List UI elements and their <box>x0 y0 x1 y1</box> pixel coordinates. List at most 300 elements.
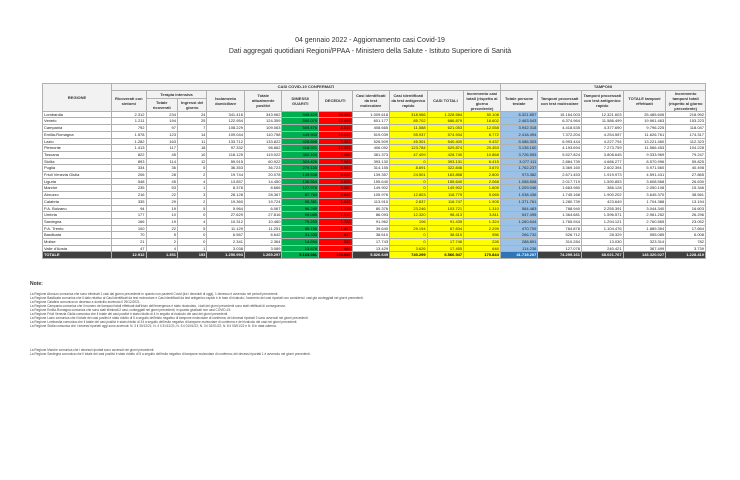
value-cell: 11.626.761 <box>623 131 666 138</box>
note-footer-line: La Regione Marche comunica che i decessi riportati sono avvenuti nei giorni precedenti. <box>30 348 155 352</box>
col-casi-totali: CASI TOTALI <box>427 90 464 111</box>
value-cell: 97.332 <box>207 145 245 152</box>
table-row <box>43 185 706 192</box>
value-cell: 343.962 <box>244 111 282 118</box>
table-row <box>43 218 706 225</box>
table-row <box>43 138 706 145</box>
value-cell: 1.282 <box>112 138 147 145</box>
value-cell: 59.825 <box>666 158 706 165</box>
value-cell: 418.921 <box>282 145 319 152</box>
value-cell: 647 <box>319 232 352 239</box>
value-cell: 4.227.794 <box>581 138 623 145</box>
value-cell: 0 <box>390 158 428 165</box>
table-row <box>43 125 706 132</box>
value-cell: 973.382 <box>500 172 538 179</box>
value-cell: 1.265.297 <box>244 252 282 259</box>
region-cell: Valle d'Aosta <box>43 245 112 252</box>
value-cell: 12.912 <box>112 252 147 259</box>
value-cell: 3.645.370 <box>623 192 666 199</box>
value-cell: 19.360 <box>207 198 245 205</box>
table-body <box>43 111 706 258</box>
value-cell: 1.209.046 <box>500 185 538 192</box>
region-cell: Liguria <box>43 178 112 185</box>
value-cell: 5 <box>177 225 206 232</box>
value-cell: 67.834 <box>427 225 464 232</box>
region-cell: Lombardia <box>43 111 112 118</box>
value-cell: 174.317 <box>666 131 706 138</box>
value-cell: 893 <box>112 158 147 165</box>
value-cell: 2.299 <box>464 225 501 232</box>
region-cell: Puglia <box>43 165 112 172</box>
value-cell: 7.372.204 <box>538 131 582 138</box>
value-cell: 139.357 <box>352 172 390 179</box>
value-cell: 2.017.719 <box>538 178 582 185</box>
value-cell: 574.934 <box>427 131 464 138</box>
value-cell: 96.240 <box>282 205 319 212</box>
value-cell: 6.374.964 <box>538 118 582 125</box>
value-cell: 6.415 <box>464 158 501 165</box>
note-line: La Regione Lazio comunica che il totale dei casi positivi è stato ridotto di 5 a seguito dell'esito negativo di tampone molecolare di conferma; dei decessi riportati 3 sono avvenuti nei giorni precedenti. <box>30 316 309 320</box>
value-cell: 12.320 <box>390 212 428 219</box>
value-cell: 235 <box>112 185 147 192</box>
col-totale-ricoverati: Totale ricoverati <box>146 98 177 111</box>
value-cell: 2.648 <box>319 192 352 199</box>
value-cell: 47 <box>112 245 147 252</box>
value-cell: 529.874 <box>427 145 464 152</box>
value-cell: 116.747 <box>427 198 464 205</box>
value-cell: 110.758 <box>244 131 282 138</box>
page-subtitle: Dati aggregati quotidiani Regioni/PPAA - Ministero della Salute - Istituto Superiore di Sanità <box>228 48 512 55</box>
value-cell: 322.846 <box>427 165 464 172</box>
value-cell: 127.078 <box>538 245 582 252</box>
note-line: La Regione Campania comunica che il numero dei tamponi totali effettuati dall'inizio dell'emergenza è stato ricalcolato, i dati dei giorni precedenti sono stati rettificati di conseguenza. <box>30 304 286 308</box>
value-cell: 6.993.444 <box>538 138 582 145</box>
table-row <box>43 198 706 205</box>
value-cell: 2.602.394 <box>581 165 623 172</box>
table-row <box>43 158 706 165</box>
value-cell: 8.772 <box>464 131 501 138</box>
table-row <box>43 239 706 246</box>
value-cell: 6.642 <box>244 232 282 239</box>
value-cell: 3.942.318 <box>500 125 538 132</box>
value-cell: 470.709 <box>500 225 538 232</box>
value-cell: 1.260.644 <box>500 218 538 225</box>
value-cell: 127.976 <box>282 185 319 192</box>
value-cell: 14.694 <box>282 239 319 246</box>
value-cell: 1.294.121 <box>581 218 623 225</box>
value-cell: 108.229 <box>207 125 245 132</box>
value-cell: 782 <box>666 239 706 246</box>
value-cell: 8.510 <box>319 125 352 132</box>
value-cell: 1.324 <box>464 218 501 225</box>
region-cell: P.A. Trento <box>43 225 112 232</box>
value-cell: 19.744 <box>207 172 245 179</box>
value-cell: 26.296 <box>666 212 706 219</box>
value-cell: 11.588 <box>390 125 428 132</box>
value-cell: 123.784 <box>390 145 428 152</box>
value-cell: 788.940 <box>538 205 582 212</box>
note-line: La Regione Calabria comunica un decesso a domicilio avvenuto il 29/12/2021. <box>30 300 141 304</box>
value-cell: 240.421 <box>581 245 623 252</box>
value-cell: 9.333.969 <box>623 151 666 158</box>
value-cell: 114.238 <box>500 245 538 252</box>
value-cell: 9.322 <box>319 138 352 145</box>
region-cell: Marche <box>43 185 112 192</box>
value-cell: 423.649 <box>581 198 623 205</box>
note-line: La Regione Friuli Venezia Giulia comunica che il totale dei casi positivi è stato ridotto di 4 in seguito al ricalcolo dei casi dei giorni precedenti. <box>30 312 229 316</box>
value-cell: 7.583 <box>319 158 352 165</box>
value-cell: 29.194 <box>390 225 428 232</box>
value-cell: 1.371.761 <box>500 198 538 205</box>
col-region: REGIONE <box>43 84 112 112</box>
value-cell: 14.450 <box>244 178 282 185</box>
value-cell: 266.732 <box>500 232 538 239</box>
table-row <box>43 131 706 138</box>
value-cell: 4.242 <box>319 172 352 179</box>
table-row <box>43 225 706 232</box>
value-cell: 17.746 <box>427 239 464 246</box>
value-cell: 2.418.494 <box>500 131 538 138</box>
value-cell: 28.329 <box>581 232 623 239</box>
value-cell: 428.740 <box>427 151 464 158</box>
value-cell: 60.922 <box>244 158 282 165</box>
value-cell: 3.136.160 <box>500 145 538 152</box>
value-cell: 124.359 <box>244 118 282 125</box>
value-cell: 1.427 <box>319 225 352 232</box>
value-cell: 155.640 <box>352 178 390 185</box>
value-cell: 1.328.584 <box>427 111 464 118</box>
value-cell: 41.719.207 <box>500 252 538 259</box>
value-cell: 86.093 <box>352 212 390 219</box>
value-cell: 318.966 <box>390 111 428 118</box>
value-cell: 79.253 <box>282 218 319 225</box>
value-cell: 3.044.340 <box>623 205 666 212</box>
value-cell: 85.702 <box>390 118 428 125</box>
value-cell: 2 <box>177 172 206 179</box>
col-tamponi-molecolare: Tamponi processati con test molecolare <box>538 90 582 111</box>
notes-section <box>30 282 720 356</box>
region-cell: Sardegna <box>43 218 112 225</box>
value-cell: 3.811 <box>464 212 501 219</box>
value-cell: 194 <box>146 118 177 125</box>
value-cell: 4.591.431 <box>623 172 666 179</box>
value-cell: 386.128 <box>581 185 623 192</box>
value-cell: 40.498 <box>666 165 706 172</box>
value-cell: 822 <box>112 151 147 158</box>
value-cell: 0 <box>390 232 428 239</box>
value-cell: 23.246 <box>390 205 428 212</box>
value-cell: 206 <box>112 172 147 179</box>
col-deceduti: DECEDUTI <box>319 90 352 111</box>
value-cell: 119.022 <box>244 151 282 158</box>
table-row <box>43 111 706 118</box>
region-cell: Molise <box>43 239 112 246</box>
value-cell: 4.254.557 <box>581 131 623 138</box>
value-cell: 38.610 <box>427 232 464 239</box>
region-cell: Toscana <box>43 151 112 158</box>
value-cell: 94 <box>112 205 147 212</box>
value-cell: 97 <box>146 125 177 132</box>
value-cell: 4 <box>177 178 206 185</box>
value-cell: 1.211 <box>112 118 147 125</box>
value-cell: 4.193.694 <box>538 145 582 152</box>
value-cell: 449.933 <box>282 131 319 138</box>
note-line: La Regione Abruzzo comunica che sono eliminati 1 casi dal giorno precedente in quanto non pazienti Covid (tra i deceduti di oggi), 1 decesso è avvenuto nei periodi precedenti. <box>30 292 279 296</box>
value-cell: 20.453 <box>464 145 501 152</box>
value-cell: 4 <box>146 245 177 252</box>
value-cell: 302.160 <box>282 151 319 158</box>
value-cell: 1.578 <box>112 131 147 138</box>
value-cell: 10 <box>146 212 177 219</box>
value-cell: 2.341 <box>207 239 245 246</box>
value-cell: 118.047 <box>666 125 706 132</box>
value-cell: 740.299 <box>390 252 428 259</box>
value-cell: 109.063 <box>244 125 282 132</box>
value-cell: 1.745.168 <box>538 192 582 199</box>
value-cell: 13.857 <box>207 178 245 185</box>
notes-list <box>30 292 720 328</box>
value-cell: 4.628 <box>319 178 352 185</box>
value-cell: 98.862 <box>244 145 282 152</box>
value-cell: 334 <box>112 165 147 172</box>
value-cell: 1.722 <box>319 218 352 225</box>
region-cell: Emilia-Romagna <box>43 131 112 138</box>
col-attualmente-positivi: Totale attualmente positivi <box>244 90 282 111</box>
value-cell: 16.602 <box>464 118 501 125</box>
value-cell: 91.435 <box>427 218 464 225</box>
value-cell: 367.499 <box>623 245 666 252</box>
value-cell: 3.369.160 <box>538 165 582 172</box>
value-cell: 2.050.108 <box>623 185 666 192</box>
value-cell: 106 <box>390 218 428 225</box>
value-cell: 2 <box>146 239 177 246</box>
value-cell: 526.712 <box>538 232 582 239</box>
value-cell: 949.429 <box>282 111 319 118</box>
value-cell: 59.915 <box>207 158 245 165</box>
value-cell: 1.762.237 <box>500 165 538 172</box>
value-cell: 10.460 <box>244 218 282 225</box>
value-cell: 3.808.645 <box>581 151 623 158</box>
value-cell: 10.312 <box>207 218 245 225</box>
value-cell: 153.223 <box>666 118 706 125</box>
col-tamponi-antigenico: Tamponi processati con test antigenico rapido <box>581 90 623 111</box>
value-cell: 105.976 <box>352 192 390 199</box>
value-cell: 5.086.303 <box>500 138 538 145</box>
value-cell: 163 <box>146 138 177 145</box>
value-cell: 70 <box>112 232 147 239</box>
value-cell: 136.564 <box>282 178 319 185</box>
value-cell: 12.321.603 <box>581 111 623 118</box>
value-cell: 122.954 <box>207 118 245 125</box>
value-cell: 1.605 <box>464 185 501 192</box>
value-cell: 548 <box>112 178 147 185</box>
value-cell: 1.919.973 <box>581 172 623 179</box>
value-cell: 335 <box>112 198 147 205</box>
note-line: La Regione Emilia-Romagna comunica che sono stati eliminati 2 casi, conteggiati nei giorni precedenti, in quanto giudicati non casi COVID-19. <box>30 308 232 312</box>
value-cell: 5.964 <box>207 205 245 212</box>
value-cell: 14 <box>177 131 206 138</box>
value-cell: 133.822 <box>244 138 282 145</box>
value-cell: 19.724 <box>244 198 282 205</box>
value-cell: 123 <box>146 131 177 138</box>
value-cell: 139.538 <box>282 172 319 179</box>
group-terapia-intensiva: Terapia intensiva <box>146 90 207 98</box>
col-dimessi: DIMESSI/ GUARITI <box>282 90 319 111</box>
value-cell: 2.884.739 <box>538 158 582 165</box>
value-cell: 1.280.739 <box>538 198 582 205</box>
value-cell: 15.346 <box>666 185 706 192</box>
value-cell: 55.156 <box>282 225 319 232</box>
value-cell: 8.691 <box>390 165 428 172</box>
value-cell: 95.381 <box>282 198 319 205</box>
value-cell: 38.561 <box>666 192 706 199</box>
value-cell: 143.320.027 <box>623 252 666 259</box>
value-cell: 6.566.947 <box>427 252 464 259</box>
value-cell: 1.512 <box>319 212 352 219</box>
value-cell: 5 <box>146 232 177 239</box>
value-cell: 564.483 <box>500 205 538 212</box>
value-cell: 14.243 <box>319 131 352 138</box>
value-cell: 3.670 <box>464 165 501 172</box>
value-cell: 406.092 <box>352 145 390 152</box>
value-cell: 1.250.993 <box>207 252 245 259</box>
value-cell: 555.085 <box>623 232 666 239</box>
value-cell: 4 <box>177 218 206 225</box>
page-title: 04 gennaio 2022 - Aggiornamento casi Covid-19 <box>295 37 445 44</box>
region-cell: Lazio <box>43 138 112 145</box>
value-cell: 1.596.571 <box>581 212 623 219</box>
value-cell: 13.030 <box>581 239 623 246</box>
value-cell: 1.905 <box>464 198 501 205</box>
group-casi: CASI COVID-19 CONFERMATI <box>112 84 501 91</box>
value-cell: 74.299.161 <box>538 252 582 259</box>
value-cell: 8.378 <box>207 185 245 192</box>
value-cell: 22 <box>146 192 177 199</box>
value-cell: 550.075 <box>282 118 319 125</box>
value-cell: 11.566.453 <box>623 145 666 152</box>
group-tamponi: TAMPONI <box>500 84 705 91</box>
value-cell: 8.570.996 <box>623 158 666 165</box>
value-cell: 163.858 <box>427 172 464 179</box>
value-cell: 4.377.690 <box>581 125 623 132</box>
value-cell: 1.765.944 <box>538 218 582 225</box>
value-cell: 138.045 <box>319 252 352 259</box>
value-cell: 9.796.225 <box>623 125 666 132</box>
value-cell: 3.726.553 <box>500 151 538 158</box>
value-cell: 35.193 <box>319 111 352 118</box>
value-cell: 1.315 <box>319 205 352 212</box>
value-cell: 381.373 <box>352 151 390 158</box>
col-persone-testate: Totale persone testate <box>500 90 538 111</box>
value-cell: 3.089 <box>244 245 282 252</box>
note-line: La Regione Lombardia comunica che il totale dei casi positivi è stato ridotto di 34 a seguito dell'esito negativo di tampone molecolare di conferma e del ricalcolo dei casi nei giorni precedenti. <box>30 320 298 324</box>
value-cell: 112.323 <box>666 138 706 145</box>
value-cell: 18 <box>177 145 206 152</box>
value-cell: 27.816 <box>244 212 282 219</box>
value-cell: 1.642 <box>319 198 352 205</box>
value-cell: 2.760.565 <box>623 218 666 225</box>
value-cell: 324.426 <box>282 158 319 165</box>
value-cell: 4.418.535 <box>538 125 582 132</box>
value-cell: 956 <box>464 232 501 239</box>
value-cell: 7.580 <box>319 151 352 158</box>
value-cell: 27.629 <box>207 212 245 219</box>
value-cell: 279.130 <box>282 165 319 172</box>
col-incremento-casi: Incremento casi totali (rispetto al giorno precedente) <box>464 90 501 111</box>
region-cell: Friuli Venezia Giulia <box>43 172 112 179</box>
value-cell: 29 <box>146 198 177 205</box>
value-cell: 98.413 <box>427 212 464 219</box>
value-cell: 31.333 <box>282 232 319 239</box>
value-cell: 11 <box>177 138 206 145</box>
value-cell: 228 <box>464 239 501 246</box>
value-cell: 1.889.354 <box>623 225 666 232</box>
value-cell: 5.065 <box>464 192 501 199</box>
value-cell: 2 <box>177 198 206 205</box>
value-cell: 393.131 <box>427 158 464 165</box>
value-cell: 5.163.081 <box>282 252 319 259</box>
value-cell: 17.743 <box>352 239 390 246</box>
value-cell: 5.826.649 <box>352 252 390 259</box>
value-cell: 3.038 <box>207 245 245 252</box>
value-cell: 5 <box>177 165 206 172</box>
value-cell: 155.640 <box>427 178 464 185</box>
value-cell: 27.865 <box>666 172 706 179</box>
value-cell: 25 <box>177 118 206 125</box>
value-cell: 341.416 <box>207 111 245 118</box>
col-ingressi: Ingressi del giorno <box>177 98 206 111</box>
value-cell: 1.310 <box>464 205 501 212</box>
region-cell: P.A. Bolzano <box>43 205 112 212</box>
value-cell: 79.247 <box>666 151 706 158</box>
table-row <box>43 118 706 125</box>
region-cell: Piemonte <box>43 145 112 152</box>
value-cell: 288.891 <box>500 239 538 246</box>
value-cell: 3.626 <box>390 245 428 252</box>
value-cell: 24.501 <box>390 172 428 179</box>
value-cell: 540.400 <box>427 138 464 145</box>
value-cell: 1.058.508 <box>500 178 538 185</box>
region-cell: Sicilia <box>43 158 112 165</box>
value-cell: 36.353 <box>207 165 245 172</box>
value-cell: 686.879 <box>427 118 464 125</box>
value-cell: 17.455 <box>427 245 464 252</box>
value-cell: 393.130 <box>352 158 390 165</box>
note-line: La Regione Sicilia comunica che i decessi riportati oggi sono avvenuti: N. 3 il 30/12/21; N. 4 il 31/12/21; N. 5 il 01/01/22; N. 3 il 02/01/22; N. 8 il 03/01/22 e N. 8 in data odierna. <box>30 324 277 328</box>
value-cell: 19 <box>146 205 177 212</box>
value-cell: 166 <box>112 218 147 225</box>
value-cell: 25.485.606 <box>623 111 666 118</box>
value-cell: 648 <box>464 245 501 252</box>
value-cell: 3.260 <box>319 185 352 192</box>
value-cell: 100 <box>112 225 147 232</box>
table-row <box>43 232 706 239</box>
value-cell: 68.021.767 <box>581 252 623 259</box>
value-cell: 22 <box>146 225 177 232</box>
value-cell: 0 <box>390 178 428 185</box>
value-cell: 12.093 <box>319 145 352 152</box>
value-cell: 0 <box>390 185 428 192</box>
value-cell: 601.177 <box>352 118 390 125</box>
value-cell: 7.273.759 <box>581 145 623 152</box>
value-cell: 28 <box>146 172 177 179</box>
region-cell: TOTALE <box>43 252 112 259</box>
value-cell: 2.961.252 <box>623 212 666 219</box>
value-cell: 149.902 <box>352 185 390 192</box>
value-cell: 39.640 <box>352 225 390 232</box>
value-cell: 24 <box>177 111 206 118</box>
value-cell: 12.445 <box>319 118 352 125</box>
